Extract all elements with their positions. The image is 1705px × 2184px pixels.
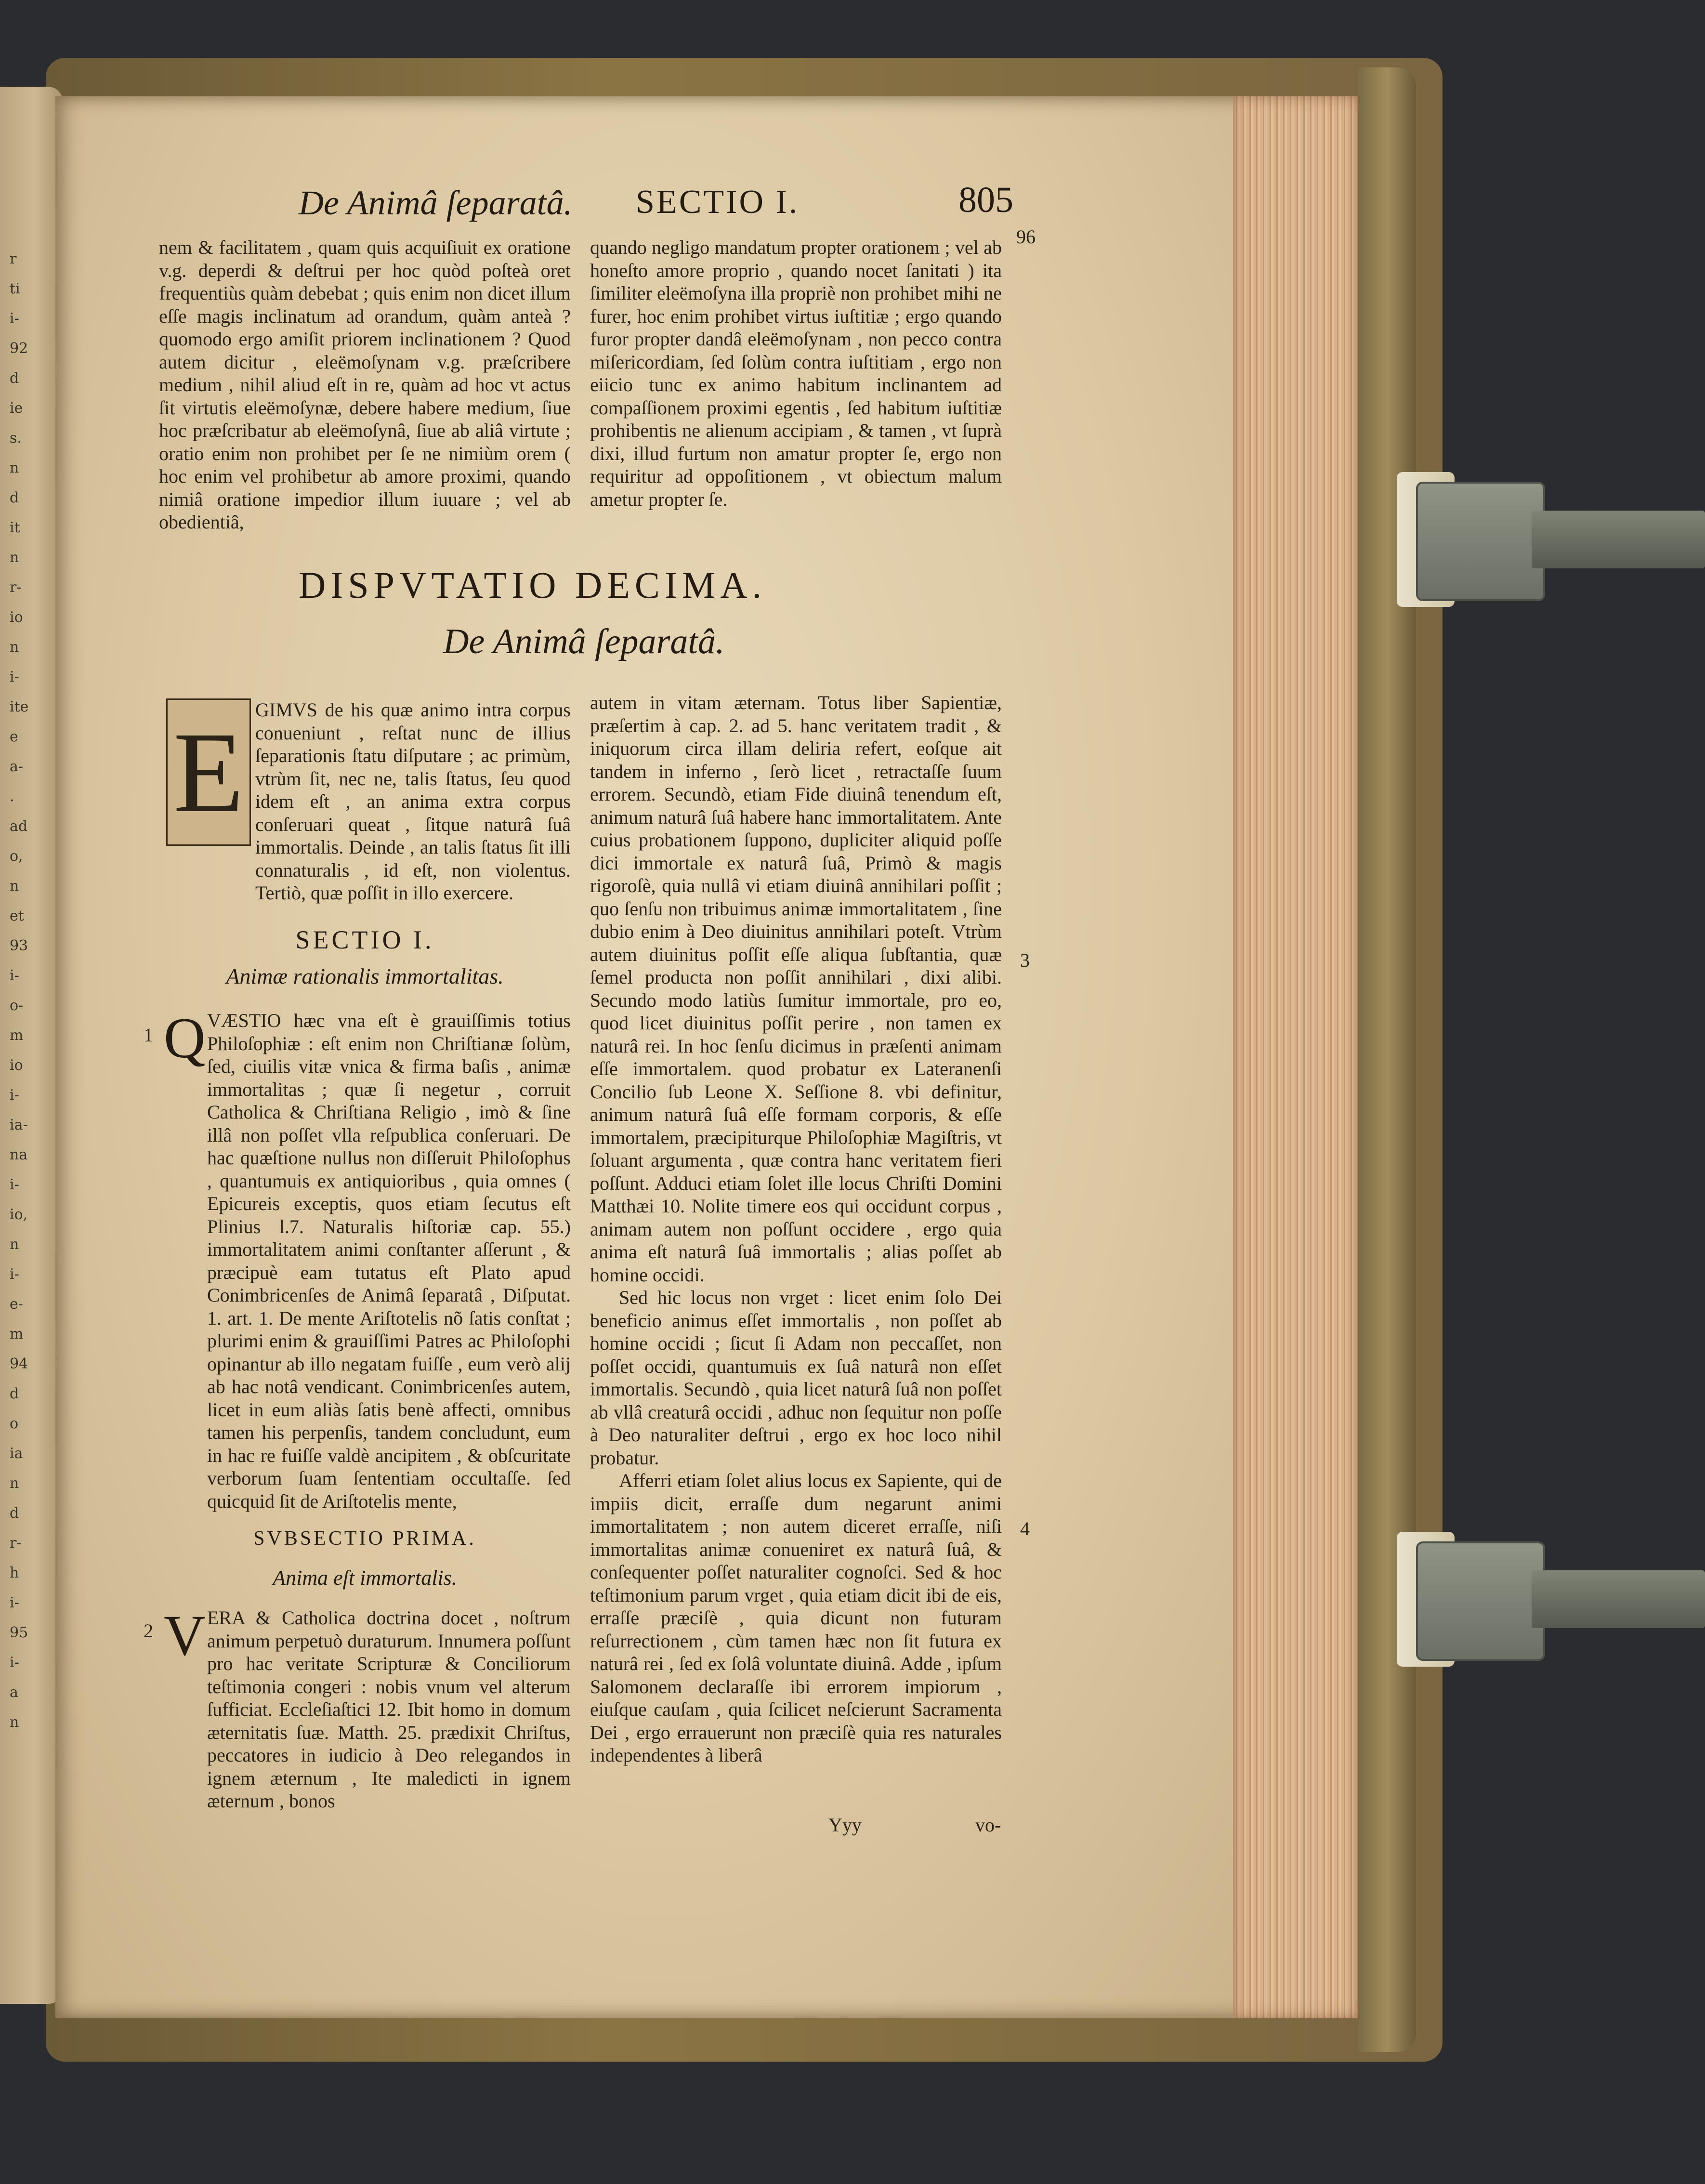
left-margin-fragment: o xyxy=(10,1415,19,1432)
left-margin-fragment: h xyxy=(10,1565,19,1581)
left-margin-fragment: s. xyxy=(10,430,22,447)
left-margin-fragment: 93 xyxy=(10,937,28,954)
disputatio-title: DISPVTATIO DECIMA. xyxy=(299,564,767,606)
clasp-plate xyxy=(1416,482,1545,601)
continued-text-right: quando negligo mandatum propter orationem ; vel ab honeſto amore proprio , quando nocet ſanitati ) ita ſimiliter eleëmoſyna illa propriè non prohibet mihi ne furer, hoc enim prohibet virtus iuſtitiæ ; ergo quando furor propter dandâ eleëmoſynam , non pecco contra miſericordiam, ſed ſolùm contra iuſtitiam , ergo non eiicio tunc ex animo habitum inclinantem ad compaſſionem proximi egentis , ſed habitum iuſtitiæ prohibentis ne alienum accipiam , & tamen , vt ſuprà dixi, illud furtum non amatur propter ſe, ergo non requiritur ad oppoſitionem , vt obiectum malum ametur propter ſe. xyxy=(590,237,1002,510)
left-margin-fragment: i- xyxy=(10,1266,19,1283)
left-margin-fragment: i- xyxy=(10,1594,19,1611)
running-head-section: SECTIO I. xyxy=(636,184,800,221)
left-margin-fragment: r xyxy=(10,250,17,267)
running-head-title: De Animâ ſeparatâ. xyxy=(299,184,573,222)
left-margin-fragment: io xyxy=(10,1057,23,1074)
sectio-heading: SECTIO I. xyxy=(295,925,434,954)
left-margin-fragment: n xyxy=(10,639,19,656)
right-column-body xyxy=(590,691,1002,1823)
subsectio-subheading: Anima eſt immortalis. xyxy=(273,1566,457,1590)
left-margin-fragment: n xyxy=(10,1236,19,1253)
lower-clasp xyxy=(1416,1541,1705,1657)
left-margin-fragment: ia xyxy=(10,1445,23,1462)
left-margin-fragment: o, xyxy=(10,848,23,865)
continued-text-left: nem & facilitatem , quam quis acquiſiuit ex oratione v.g. deperdi & deſtrui per hoc quòd poſteà oret frequentiùs quàm debebat ; quis enim non dicet illum eſſe magis inclinatum ad orandum, quàm anteà ? quomodo ergo amiſit priorem inclinationem ? Quod autem dicitur , eleëmoſynam v.g. præſcribere medium , nihil aliud eſt in re, quàm ad hoc vt actus ſit virtutis eleëmoſynæ, debere habere medium, ſiue hoc præſcribatur ab eleëmoſynâ, ſiue ab aliâ virtute ; oratio enim non prohibet per ſe ne nimiùm orem ( hoc enim vel prohibetur ab amore proximi, quando nimiâ oratione impedior illum iuuare ; vel ab obedientiâ, xyxy=(159,237,571,533)
left-margin-fragment: et xyxy=(10,908,24,924)
left-margin-fragment: m xyxy=(10,1326,24,1342)
paragraph-2-text: ERA & Catholica doctrina docet , noſtrum animum perpetuò duraturum. Innumera poſſunt pro hac veritate Scripturæ & Conciliorum teſtimonia congeri : nobis vnum vel alterum ſufficiat. Eccleſiaſtici 12. Ibit homo in domum æternitatis ſuæ. Matth. 25. prædixit Chriſtus, peccatores in iudicio à Deo relegandos in ignem æternum , Ite maledicti in ignem æternum , bonos xyxy=(207,1607,571,1812)
left-margin-fragment: na xyxy=(10,1146,28,1163)
left-margin-fragment: io, xyxy=(10,1206,28,1223)
left-margin-fragment: io xyxy=(10,609,23,626)
left-margin-fragment: . xyxy=(10,788,14,805)
left-margin-fragment: m xyxy=(10,1027,24,1044)
left-margin-fragment: d xyxy=(10,489,19,506)
dropcap-v: V xyxy=(164,1603,206,1667)
left-margin-fragment: r- xyxy=(10,579,22,596)
left-margin-fragment: ia- xyxy=(10,1117,28,1133)
left-margin-fragment: 92 xyxy=(10,340,28,357)
left-margin-fragment: n xyxy=(10,1714,19,1731)
left-margin-fragment: d xyxy=(10,1385,19,1402)
initial-letter: E xyxy=(173,708,244,836)
top-right-column xyxy=(590,236,1002,535)
catchword: vo- xyxy=(975,1814,1001,1836)
left-margin-fragment: ti xyxy=(10,280,20,297)
top-left-column xyxy=(159,236,571,535)
left-margin-fragment: ad xyxy=(10,818,28,835)
page-number: 805 xyxy=(958,180,1013,220)
left-margin-fragment: n xyxy=(10,460,19,476)
left-margin-fragment: a- xyxy=(10,758,24,775)
left-margin-fragment: ite xyxy=(10,698,29,715)
upper-clasp xyxy=(1416,482,1705,597)
left-margin-fragment: n xyxy=(10,1475,19,1492)
disputatio-subtitle: De Animâ ſeparatâ. xyxy=(443,622,725,661)
right-column-paragraph-2: Sed hic locus non vrget : licet enim ſolo Dei beneficio animus eſſet immortalis , non poſſet ab homine occidi ; ſicut ſi Adam non peccaſſet, non poſſet occidi, quantumuis ex ſuâ naturâ non eſſet immortalis. Secundò , quia licet naturâ ſuâ non poſſet ab vllâ creaturâ occidi , adhuc non ſequitur non poſſe à Deo naturaliter deſtrui , ergo ex hoc loco nihil probatur. xyxy=(590,1287,1002,1469)
left-margin-fragment: r- xyxy=(10,1535,22,1552)
paragraph-2 xyxy=(164,1603,571,1818)
subsectio-heading: SVBSECTIO PRIMA. xyxy=(253,1527,476,1550)
left-margin-fragment: d xyxy=(10,370,19,387)
right-margin-number-96: 96 xyxy=(1016,226,1036,248)
left-margin-fragment: e xyxy=(10,728,18,745)
left-margin-fragment: n xyxy=(10,549,19,566)
left-margin-fragment: d xyxy=(10,1505,19,1522)
ornamental-initial xyxy=(166,698,251,846)
left-margin-fragment: n xyxy=(10,878,19,895)
paragraph-number-1: 1 xyxy=(144,1024,153,1046)
dropcap-q: Q xyxy=(164,1006,206,1070)
running-head xyxy=(299,180,1045,236)
sectio-subheading: Animæ rationalis immortalitas. xyxy=(226,964,504,988)
left-margin-fragment: 94 xyxy=(10,1355,28,1372)
left-margin-fragment: a xyxy=(10,1684,18,1701)
left-margin-fragment: i- xyxy=(10,1087,19,1104)
left-margin-fragment: i- xyxy=(10,1654,19,1671)
right-margin-number-3: 3 xyxy=(1020,949,1030,971)
left-margin-fragment: o- xyxy=(10,997,24,1014)
left-margin-fragment: ie xyxy=(10,400,23,417)
page-fore-edge xyxy=(1233,96,1358,2018)
left-margin-fragment: i- xyxy=(10,1176,19,1193)
paragraph-number-2: 2 xyxy=(144,1620,153,1642)
left-margin-fragment: i- xyxy=(10,967,19,984)
paragraph-1-text: VÆSTIO hæc vna eſt è grauiſſimis totius Philoſophiæ : eſt enim non Chriſtianæ ſolùm, ſed, ciuilis vitæ vnica & firma baſis , animæ immortalitas ; quæ ſi negetur , corruit Catholica & Chriſtiana Religio , imò & ſine illâ non poſſet vlla reſpublica conſeruari. De hac quæſtione nullus non diſſeruit Philoſophus , quantumuis ex antiquioribus , quia omnes ( Epicureis exceptis, quos etiam ſecutus eſt Plinius l.7. Naturalis hiſtoriæ cap. 55.) immortalitatem animi conſtanter aſſerunt , & præcipuè eam tutatus eſt Plato apud Conimbricenſes de Animâ ſeparatâ , Diſputat. 1. art. 1. De mente Ariſtotelis nõ ſatis conſtat ; plurimi enim & grauiſſimi Patres ac Philoſophi opinantur ab illo negatam fuiſſe , eum verò alij ab hac notâ vendicant. Conimbricenſes autem, licet in eum aliàs ſatis benè affecti, omnibus tamen his perpenſis, tandem concludunt, eum in hac re fuiſſe valdè ancipitem , & obſcuritate verborum ſuam ſententiam occultaſſe. ſed quicquid ſit de Ariſtotelis mente, xyxy=(207,1010,571,1512)
left-margin-fragment: i- xyxy=(10,669,19,685)
clasp-bar xyxy=(1532,511,1705,568)
paragraph-1 xyxy=(164,1006,571,1512)
signature-mark: Yyy xyxy=(828,1814,862,1836)
clasp-bar xyxy=(1532,1570,1705,1628)
right-column-paragraph-3: Afferri etiam ſolet alius locus ex Sapiente, qui de impiis dicit, erraſſe dum negarunt animi immortalitatem ; non autem diceret erraſſe, niſi immortalitas animæ conueniret ex naturâ ſuâ, & conſequenter poſſet naturaliter cognoſci. Sed & hoc teſtimonium parum vrget , quia etiam dicit ibi de eis, erraſſe præciſè , quia dicunt non futuram reſurrectionem , cùm tamen hæc non ſit futura ex naturâ rei , ſed ex ſolâ voluntate diuinâ. Adde , ipſum Salomonem declaraſſe ibi errorem impiorum , eiuſque cauſam , quia ſcilicet neſcierunt Sacramenta Dei , ergo errauerunt non præciſè quia res naturales independentes à liberâ xyxy=(590,1470,1002,1766)
intro-paragraph: GIMVS de his quæ animo intra corpus conueniunt , reſtat nunc de illius ſeparationis ſtatu diſputare ; ac primùm, vtrùm ſit, nec ne, talis ſtatus, ſeu quod idem eſt , an anima extra corpus conſeruari queat , ſitque naturâ ſuâ immortalis. Deinde , an talis ſtatus ſit illi connaturalis , id eſt, non violentus. Tertiò, quæ poſſit in illo exercere. xyxy=(255,699,571,904)
clasp-plate xyxy=(1416,1541,1545,1661)
left-margin-fragment: it xyxy=(10,519,20,536)
right-column-paragraph-1: autem in vitam æternam. Totus liber Sapientiæ, præſertim à cap. 2. ad 5. hanc veritatem tradit , & iniquorum circa illam deliria refert, eoſque ait tandem in inferno , ſerò licet , retractaſſe ſuum errorem. Secundò, etiam Fide diuinâ tenendum eſt, animum naturâ ſuâ habere hanc immortalitatem. Ante cuius probationem ſuppono, dupliciter aliquid poſſe dici immortale ex naturâ ſuâ, Primò & magis rigoroſè, quia nullâ vi etiam diuinâ annihilari poſſit ; quo ſenſu non tribuimus animæ immortalitatem , ſine dubio enim à Deo diuinitus annihilari poteſt. Vtrùm autem diuinitus poſſit eſſe aliqua ſubſtantia, quæ ſemel producta non poſſit annihilari , dixi alibi. Secundo modo latiùs ſumitur immortale, pro eo, quod licet diuinitus poſſit perire , non tamen ex naturâ rei. In hoc ſenſu dicimus in præſenti animam eſſe immortalem. quod probatur ex Lateranenſi Concilio ſub Leone X. Seſſione 8. vbi definitur, animum naturâ ſuâ eſſe formam corporis, & eſſe immortalem, præcipiturque Philoſophiæ Magiſtris, vt ſoluant argumenta , quæ contra hanc veritatem fieri poſſunt. Adduci etiam ſolet ille locus Chriſti Domini Matthæi 10. Nolite timere eos qui occidunt corpus , animam autem non poſſunt occidere , ergo quia anima eſt naturâ ſuâ immortalis ; alias poſſet ab homine occidi. xyxy=(590,692,1002,1286)
book-cover-edge xyxy=(1358,67,1416,2052)
right-margin-number-4: 4 xyxy=(1020,1518,1030,1539)
left-margin-fragment: i- xyxy=(10,310,19,327)
intro-paragraph-wrap xyxy=(255,698,571,904)
left-margin-fragment: e- xyxy=(10,1296,23,1313)
left-margin-fragment: 95 xyxy=(10,1624,28,1641)
